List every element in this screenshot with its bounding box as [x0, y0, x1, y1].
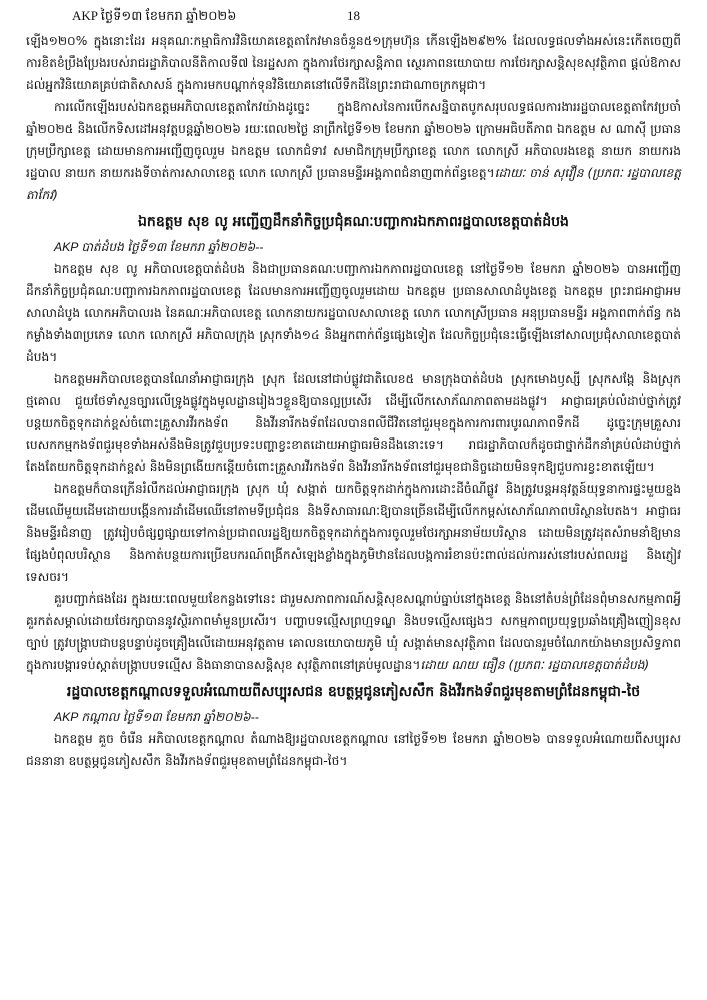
- paragraph: [26, 368, 681, 478]
- article-dateline: AKP កណ្ដាល ថ្ងៃទី១៣ ខែមករា ឆ្នាំ២០២៦--: [54, 710, 259, 724]
- page-number: 18: [347, 8, 360, 23]
- article-body: [26, 30, 681, 772]
- article-headline: ឯកឧត្តម សុខ លូ អញ្ជើញដឹកនាំកិច្ចប្រជុំគណៈបញ្ជាការឯកភាពរដ្ឋបាលខេត្តបាត់ដំបង: [138, 214, 569, 230]
- paragraph-text: ឯកឧត្តមអភិបាលខេត្តបានណែនាំអាជ្ញាធរក្រុង ស្រុក ដែលនៅជាប់ផ្លូវជាតិលេខ៥ មានក្រុងបាត់ដំបង ស្រុកមោងឫស្សី ស្រុកសង្កែ និងស្រុកថ្មគោល ជួយថែទាំសួនច្បារលើទ្រូងផ្លូវក្នុងមូលដ្ឋានរៀងៗខ្លួនឱ្យបានល្អប្រសើរ ដើម្បីលើកសោភ័ណភាពតាមដងផ្លូវ។ អាជ្ញាធរគ្រប់លំដាប់ថ្នាក់ត្រូវបន្តយកចិត្តទុកដាក់ខ្ពស់ចំពោះគ្រួសារវីរកងទ័ព និងវីរនារីកងទ័ពដែលបានពលីជីវិតនៅជួរមុខក្នុងការការពារបូរណភាពទឹកដី ដូច្នេះក្រុមគ្រួសារបេសកកម្មកងទ័ពជួរមុខទាំងអស់នឹងមិនត្រូវជួបប្រទះបញ្ហាខ្វះខាតដោយអាជ្ញាធរមិនដឹងនោះទេ។ រាជរដ្ឋាភិបាលក៏ដូចជាថ្នាក់ដឹកនាំគ្រប់លំដាប់ថ្នាក់ តែងតែយកចិត្តទុកដាក់ខ្ពស់ និងមិនព្រងើយកន្តើយចំពោះគ្រួសារវីរកងទ័ព និងវីរនារីកងទ័ពនៅជួរមុខជានិច្ចដោយមិនទុកឱ្យជួបការខ្វះខាតឡើយ។: [26, 372, 681, 474]
- paragraph: [26, 30, 681, 96]
- paragraph-text: ឯកឧត្តម សុខ លូ អភិបាលខេត្តបាត់ដំបង និងជាប្រធានគណៈបញ្ជាការឯកភាពរដ្ឋបាលខេត្ត នៅថ្ងៃទី១២ ខែមករា ឆ្នាំ២០២៦ បានអញ្ជើញដឹកនាំកិច្ចប្រជុំគណៈបញ្ជាការឯកភាពរដ្ឋបាលខេត្ត ដែលមានការអញ្ជើញចូលរួមដោយ ឯកឧត្តម ប្រធានសាលាដំបូងខេត្ត ឯកឧត្តម ព្រះរាជអាជ្ញាអមសាលាដំបូង លោកអភិបាលរង នៃគណៈអភិបាលខេត្ត លោកនាយករដ្ឋបាលសាលាខេត្ត លោក លោកស្រីប្រធាន អនុប្រធានមន្ទីរ អង្គភាពពាក់ព័ន្ធ កងកម្លាំងទាំង៣ប្រភេទ លោក លោកស្រី អភិបាលក្រុង ស្រុកទាំង១៤ និងអ្នកពាក់ព័ន្ធផ្សេងទៀត ដែលកិច្ចប្រជុំនេះធ្វើឡើងនៅសាលប្រជុំសាលាខេត្តបាត់ដំបង។: [26, 262, 681, 364]
- article-headline: រដ្ឋបាលខេត្តកណ្ដាលទទួលអំណោយពីសប្បុរសជន ឧបត្ថម្ភជូនភៀសសឹក និងវីរកងទ័ពជួរមុខតាមព្រំដែនកម្ពុជា-ថៃ: [66, 684, 641, 700]
- paragraph: [26, 478, 681, 588]
- paragraph-text: ឯកឧត្តម គួច ចំរើន អភិបាលខេត្តកណ្ដាល តំណាងឱ្យរដ្ឋបាលខេត្តកណ្ដាល នៅថ្ងៃទី១២ ខែមករា ឆ្នាំ២០២៦ បានទទួលអំណោយពីសប្បុរសជននានា ឧបត្ថម្ភជូនភៀសសឹក និងវីរកងទ័ពជួរមុខតាមព្រំដែនកម្ពុជា-ថៃ។: [26, 732, 681, 768]
- article-dateline: AKP បាត់ដំបង ថ្ងៃទី១៣ ខែមករា ឆ្នាំ២០២៦--: [54, 240, 264, 254]
- paragraph: [26, 728, 681, 772]
- paragraph: [26, 588, 681, 676]
- paragraph-text: ឡើង១២០% ក្នុងនោះដែរ អនុគណៈកម្មាធិការវិនិយោគខេត្តតាកែវមានចំនួន៥១ក្រុមហ៊ុន កើនឡើង២៩២% ដែលលទ្ធផលទាំងអស់នេះកើតចេញពីការខិតខំប្រឹងប្រែងរបស់រាជរដ្ឋាភិបាលនីតិកាលទី៧ នៃរដ្ឋសភា ក្នុងការថែរក្សាសន្តិភាព ស្ថេរភាពនយោបាយ ការថែរក្សាសន្តិសុខសុវត្ថិភាព ផ្ដល់ឱកាសដល់អ្នកវិនិយោគគ្រប់ជាតិសាសន៍ ក្នុងការមកបណ្ដាក់ទុនវិនិយោគនៅលើទឹកដីនៃព្រះរាជាណាចក្រកម្ពុជា។: [26, 34, 681, 92]
- page-header: [26, 6, 681, 26]
- byline-credit: ដោយ ណយ ធឿន (ប្រភពៈ រដ្ឋបាលខេត្តបាត់ដំបង): [420, 658, 650, 672]
- paragraph-text: ឯកឧត្តមក៏បានក្រើនរំលឹកដល់អាជ្ញាធរក្រុង ស្រុក ឃុំ សង្កាត់ យកចិត្តទុកដាក់ក្នុងការដោះដីចំណីផ្លូវ និងត្រូវបន្តអនុវត្តន៍យុទ្ធនាការផ្ទះមួយខ្នងដើមឈើមួយដើមដោយបង្កើនការដាំដើមឈើនៅតាមទីប្រជុំជន និងទីសាធារណៈឱ្យបានច្រើនដើម្បីលើកកម្ពស់សោភ័ណភាពបរិស្ថានបៃតង។ អាជ្ញាធរ និងមន្ទីរជំនាញ ត្រូវរៀបចំផ្សព្វផ្សាយទៅកាន់ប្រជាពលរដ្ឋឱ្យយកចិត្តទុកដាក់ក្នុងការចូលរួមថែរក្សាអនាម័យបរិស្ថាន ដោយមិនត្រូវដុតសំរាមនាំឱ្យមានផ្សែងបំពុលបរិស្ថាន និងកាត់បន្ថយការប្រើឧបករណ៍ពង្រីកសំឡេងខ្លាំងក្នុងភូមិឋានដែលបង្កការរំខានប៉ះពាល់ដល់ការរស់នៅរបស់ពលរដ្ឋ និងភ្ញៀវទេសចរ។: [26, 482, 681, 584]
- paragraph: [26, 96, 681, 206]
- paragraph-text: ការលើកឡើងរបស់ឯកឧត្តមអភិបាលខេត្តតាកែវយ៉ាងដូច្នេះ ក្នុងឱកាសនៃការបើកសន្និបាតបូកសរុបលទ្ធផលការងាររដ្ឋបាលខេត្តតាកែវប្រចាំឆ្នាំ២០២៥ និងលើកទិសដៅអនុវត្តបន្តឆ្នាំ២០២៦ រយៈពេល២ថ្ងៃ នាព្រឹកថ្ងៃទី១២ ខែមករា ឆ្នាំ២០២៦ ក្រោមអធិបតីភាព ឯកឧត្តម ស ណាស៊ី ប្រធានក្រុមប្រឹក្សាខេត្ត ដោយមានការអញ្ជើញចូលរួម ឯកឧត្តម លោកជំទាវ សមាជិកក្រុមប្រឹក្សាខេត្ត លោក លោកស្រី អភិបាលរងខេត្ត នាយក នាយករងរដ្ឋបាល នាយក នាយករងទីចាត់ការសាលាខេត្ត លោក លោកស្រី ប្រធានមន្ទីរអង្គភាពជំនាញពាក់ព័ន្ធខេត្ត។: [26, 100, 681, 180]
- paragraph: [26, 258, 681, 368]
- paragraph-text: គួរបញ្ជាក់ផងដែរ ក្នុងរយៈពេលមួយខែកន្លងទៅនេះ ជារួមសភាពការណ៍សន្តិសុខសណ្ដាប់ធ្នាប់នៅក្នុងខេត្ត និងនៅតំបន់ព្រំដែនពុំមានសកម្មភាពអ្វីគួរកត់សម្គាល់ដោយថែរក្សាបាននូវស្ថិរភាពមាំមួនប្រសើរ។ បញ្ហាបទល្មើសព្រហ្មទណ្ឌ និងបទល្មើសផ្សេងៗ សកម្មភាពប្រយុទ្ធប្រឆាំងគ្រឿងញៀនខុសច្បាប់ ត្រូវបង្ក្រាបជាបន្តបន្ទាប់ដូចគ្រឿងលើដោយអនុវត្តតាម គោលនយោបាយភូមិ ឃុំ សង្កាត់មានសុវត្ថិភាព ដែលបានរួមចំណែកយ៉ាងមានប្រសិទ្ធភាពក្នុងការបង្ការទប់ស្កាត់បង្ក្រាបបទល្មើស និងធានាបានសន្តិសុខ សុវត្ថិភាពនៅគ្រប់មូលដ្ឋាន។: [26, 592, 681, 672]
- byline-credit: ដោយៈ ចាន់ សុវឿន (ប្រភពៈ រដ្ឋបាលខេត្តតាកែវ): [26, 166, 681, 202]
- header-dateline: AKP ថ្ងៃទី១៣ ខែមករា ឆ្នាំ២០២៦: [72, 8, 237, 23]
